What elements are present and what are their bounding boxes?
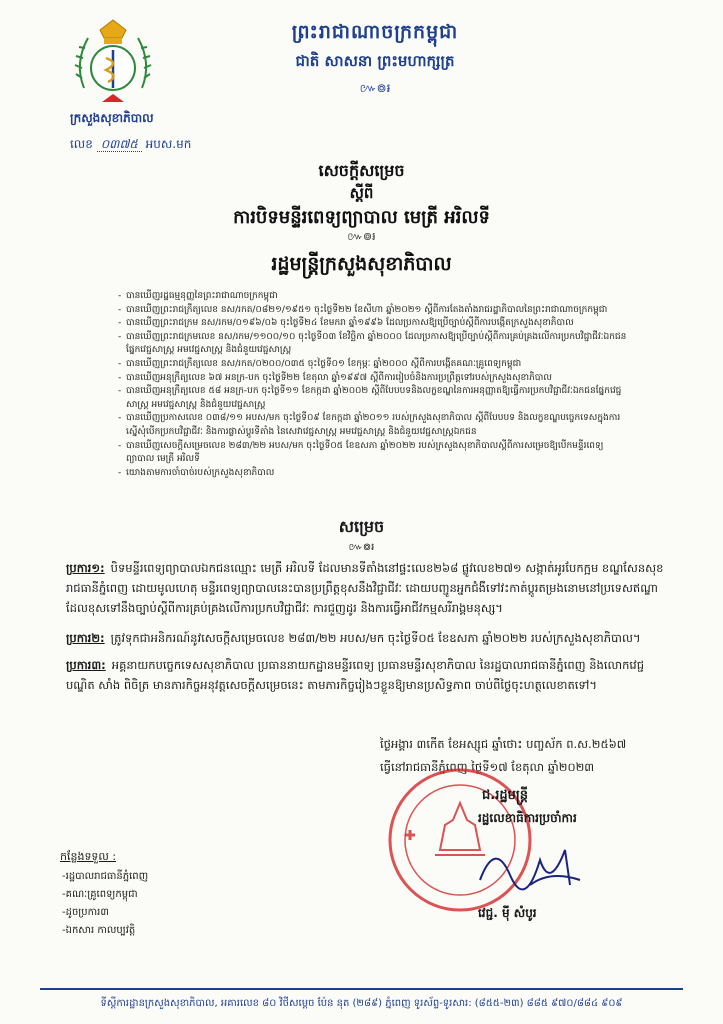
issuing-authority: រដ្ឋមន្ត្រីក្រសួងសុខាភិបាល bbox=[271, 253, 452, 275]
handwritten-signature-icon bbox=[470, 830, 590, 900]
ref-number: ០៣៧៥ bbox=[97, 137, 142, 152]
signatory-title: ជ.រដ្ឋមន្ត្រី bbox=[482, 788, 528, 803]
preamble-item: - បានឃើញព្រះរាជក្រមលេខ នស/រកម/១១០០/១០ ចុះថ្ងៃទី០៣ ខែវិច្ឆិកា ឆ្នាំ២០០០ ដែលប្រកាសឱ្យប្រើច្បាប់ស្តីពីការគ្រប់គ្រងលើការប្រកបវិជ្ជាជីវៈឯកជនផ្នែកវេជ្ជសាស្ត្រ អមវេជ្ជសាស្ត្រ និងជំនួយវេជ្ជសាស្ត្រ bbox=[118, 331, 628, 358]
preamble-item: - បានឃើញព្រះរាជក្រឹត្យលេខ នស/រកត/០២០០/០៣៥ ចុះថ្ងៃទី០១ ខែកុម្ភៈ ឆ្នាំ២០០០ ស្តីពីការបង្កើតគណៈគ្រូពេទ្យកម្ពុជា bbox=[118, 358, 628, 372]
ref-prefix: លេខ bbox=[70, 137, 93, 151]
kingdom-title: ព្រះរាជាណាចក្រកម្ពុជា bbox=[291, 21, 459, 43]
article-label: ប្រការ២: bbox=[66, 631, 105, 645]
ministry-logo-icon bbox=[70, 18, 156, 110]
recipient-item: -គណៈគ្រូពេទ្យកម្ពុជា bbox=[62, 889, 138, 900]
solar-date: ធ្វើនៅរាជធានីភ្នំពេញ ថ្ងៃទី១៧ ខែតុលា ឆ្នាំ២០២៣ bbox=[380, 760, 595, 774]
document-subtitle: ស្តីពី bbox=[349, 184, 374, 202]
ref-suffix: អបស.មក bbox=[145, 137, 192, 151]
preamble-item: - បានឃើញព្រះរាជក្រឹត្យលេខ នស/រកត/០៨២១/១៩៥១ ចុះថ្ងៃទី២២ ខែសីហា ឆ្នាំ២០២១ ស្តីពីការតែងតាំងរាជរដ្ឋាភិបាលនៃព្រះរាជាណាចក្រកម្ពុជា bbox=[118, 304, 628, 318]
recipients-list bbox=[62, 868, 148, 940]
reference-number bbox=[70, 136, 191, 154]
footer-address: ទីស្តីការដ្ឋានក្រសួងសុខាភិបាល, អគារលេខ ៨០ វិថីសម្តេច ប៉ែន នុត (២៨៩) ភ្នំពេញ ទូរស័ព្ទ-ទូរសារ: (៨៥៥-២៣) ៨៨៥ ៩៧០/៨៨៤ ៩០៩ bbox=[100, 998, 623, 1009]
article-text: អគ្គនាយកបច្ចេកទេសសុខាភិបាល ប្រធាននាយកដ្ឋានមន្ទីរពេទ្យ ប្រធានមន្ទីរសុខាភិបាល នៃរដ្ឋបាលរាជធានីភ្នំពេញ និងលោកវេជ្ជបណ្ឌិត សាំង ពិចិត្រ មានភារកិច្ចអនុវត្តសេចក្តីសម្រេចនេះ តាមភារកិច្ចរៀងៗខ្លួនឱ្យមានប្រសិទ្ធភាព ចាប់ពីថ្ងៃចុះហត្ថលេខាតទៅ។ bbox=[66, 658, 644, 692]
article-1 bbox=[66, 558, 666, 618]
footer-divider bbox=[40, 988, 683, 990]
recipient-item: -ឯកសារ កាលប្បវត្តិ bbox=[62, 925, 136, 936]
preamble-item: - យោងតាមការចាំបាច់របស់ក្រសួងសុខាភិបាល bbox=[118, 467, 628, 481]
recipients-heading: កន្លែងទទួល : bbox=[60, 850, 117, 863]
preamble-item: - បានឃើញអនុក្រឹត្យលេខ ៥៨ អនក្រ-បក ចុះថ្ងៃទី១១ ខែកក្កដា ឆ្នាំ២០០២ ស្តីពីបែបបទនិងលក្ខខណ្ឌនៃការអនុញ្ញាតឱ្យធ្វើការប្រកបវិជ្ជាជីវៈឯកជនផ្នែកវេជ្ជសាស្ត្រ អមវេជ្ជសាស្ត្រ និងជំនួយវេជ្ជសាស្ត្រ bbox=[118, 385, 628, 412]
header-ornament: ៚៙៛ bbox=[359, 81, 391, 95]
decision-heading: សម្រេច bbox=[338, 517, 385, 536]
article-label: ប្រការ១: bbox=[66, 561, 105, 575]
preamble-item: - បានឃើញរដ្ឋធម្មនុញ្ញនៃព្រះរាជាណាចក្រកម្ពុជា bbox=[118, 290, 628, 304]
article-2 bbox=[66, 628, 666, 648]
recipient-item: -រដ្ឋបាលរាជធានីភ្នំពេញ bbox=[62, 871, 149, 882]
article-text: ត្រូវទុកជាអនិករណ៍នូវសេចក្តីសម្រេចលេខ ២៨៣/២២ អបស/មក ចុះថ្ងៃទី០៥ ខែឧសភា ឆ្នាំ២០២២ របស់ក្រសួងសុខាភិបាល។ bbox=[110, 631, 641, 645]
signatory-position: រដ្ឋលេខាធិការប្រចាំការ bbox=[478, 811, 577, 825]
article-3 bbox=[66, 655, 666, 695]
preamble-item: - បានឃើញអនុក្រឹត្យលេខ ៦៧ អនក្រ-បក ចុះថ្ងៃទី២២ ខែតុលា ឆ្នាំ១៩៩៧ ស្តីពីការរៀបចំនិងការប្រព្រឹត្តទៅរបស់ក្រសួងសុខាភិបាល bbox=[118, 372, 628, 386]
preamble-item: - បានឃើញព្រះរាជក្រម នស/រកម/០១៩៦/០៦ ចុះថ្ងៃទី២៤ ខែមករា ឆ្នាំ១៩៩៦ ដែលប្រកាសឱ្យប្រើច្បាប់ស្តីពីការបង្កើតក្រសួងសុខាភិបាល bbox=[118, 317, 628, 331]
decision-ornament: ៚៙៛ bbox=[348, 542, 375, 553]
preamble-item: - បានឃើញសេចក្តីសម្រេចលេខ ២៨៣/២២ អបស/មក ចុះថ្ងៃទី០៥ ខែឧសភា ឆ្នាំ២០២២ របស់ក្រសួងសុខាភិបាលស្តីពីការសម្រេចឱ្យបើកមន្ទីរពេទ្យព្យាបាល មេត្រី អរិលទី bbox=[118, 440, 628, 467]
lunar-date: ថ្ងៃអង្គារ ៣កើត ខែអស្សុជ ឆ្នាំថោះ បញ្ចស័ក ព.ស.២៥៦៧ bbox=[380, 737, 627, 751]
article-text: បិទមន្ទីរពេទ្យព្យាបាលឯកជនឈ្មោះ មេត្រី អរិលទី ដែលមានទីតាំងនៅផ្ទះលេខ២៦៨ ផ្លូវលេខ២៧១ សង្កាត់អូរបែកក្អម ខណ្ឌសែនសុខ រាជធានីភ្នំពេញ ដោយមូលហេតុ មន្ទីរពេទ្យព្យាបាលនេះបានប្រព្រឹត្តខុសនឹងវិជ្ជាជីវៈ ដោយបញ្ជូនអ្នកជំងឺទៅវះកាត់ប្តូរតម្រងនោមនៅប្រទេសឥណ្ឌា ដែលខុសទៅនឹងច្បាប់ស្តីពីការគ្រប់គ្រងលើការប្រកបវិជ្ជាជីវៈ ការជួញដូរ និងការធ្វើអាជីវកម្មសរីរាង្គមនុស្ស។ bbox=[66, 561, 664, 615]
preamble-item: - បានឃើញប្រកាសលេខ ០៣៨/១១ អបស/មក ចុះថ្ងៃទី០៩ ខែកក្កដា ឆ្នាំ២០១១ របស់ក្រសួងសុខាភិបាល ស្តីពីបែបបទ និងលក្ខខណ្ឌបច្ចេកទេសក្នុងការស្នើសុំបើកប្រកបវិជ្ជាជីវៈ និងការផ្លាស់ប្តូរទីតាំង នៃសេវាវេជ្ជសាស្ត្រ អមវេជ្ជសាស្ត្រ និងជំនួយវេជ្ជសាស្ត្រឯកជន bbox=[118, 412, 628, 439]
national-motto: ជាតិ សាសនា ព្រះមហាក្សត្រ bbox=[295, 52, 455, 70]
preamble-list bbox=[118, 290, 628, 480]
signatory-name: វេជ្ជ. ម៉ី សំបូរ bbox=[478, 906, 537, 920]
document-title: សេចក្តីសម្រេច bbox=[318, 161, 405, 180]
title-ornament: ៚៙៛ bbox=[347, 230, 376, 243]
ministry-name: ក្រសួងសុខាភិបាល bbox=[70, 111, 154, 125]
article-label: ប្រការ៣: bbox=[66, 658, 106, 672]
document-subject: ការបិទមន្ទីរពេទ្យព្យាបាល មេត្រី អរិលទី bbox=[233, 207, 490, 228]
recipient-item: -ដូចប្រការ៣ bbox=[62, 907, 109, 918]
